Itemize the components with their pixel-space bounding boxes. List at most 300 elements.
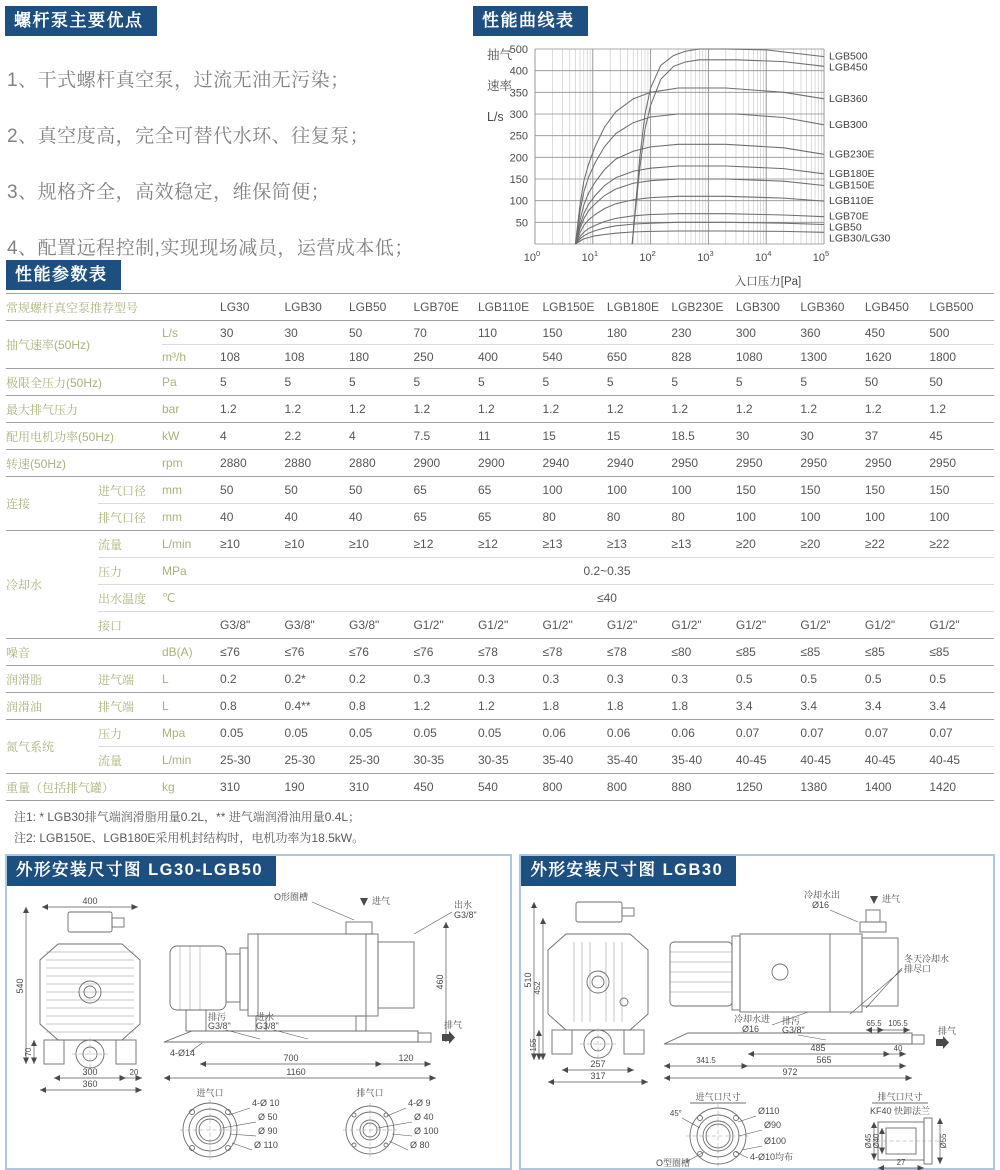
table-row [6, 774, 994, 801]
outlet-flange-title: 排气口 [356, 1088, 384, 1098]
drawing-right-title: 外形安装尺寸图 LGB30 [521, 856, 736, 886]
param-value: 100 [671, 477, 735, 504]
note-2: 注2: LGB150E、LGB180E采用机封结构时，电机功率为18.5kW。 [14, 831, 365, 845]
param-value: ≥20 [800, 531, 864, 558]
param-value: 1.2 [220, 396, 284, 423]
param-value: ≥10 [220, 531, 284, 558]
param-value: 3.4 [736, 693, 800, 720]
param-value: 310 [349, 774, 413, 801]
flange-dim: Ø100 [764, 1136, 787, 1146]
side-view [164, 891, 477, 1078]
row-sub-label: 出水温度 [98, 585, 162, 612]
param-value: 1.2 [929, 396, 994, 423]
param-value: 650 [607, 345, 671, 369]
model-header: LGB300 [736, 294, 800, 321]
param-value: 0.05 [285, 720, 349, 747]
dim-label: 70 [24, 1047, 33, 1057]
row-sub-label: 进气口径 [98, 477, 162, 504]
table-row [6, 639, 994, 666]
parameter-table [6, 293, 994, 801]
param-value: 25-30 [285, 747, 349, 774]
row-sub-label: 压力 [98, 720, 162, 747]
y-tick-label: 200 [509, 152, 528, 165]
y-tick-label: 150 [509, 174, 528, 186]
row-unit: ℃ [162, 585, 220, 612]
winter-drain-label: 冬天冷却水 [904, 954, 950, 964]
param-value: 1.2 [671, 396, 735, 423]
row-group-label: 润滑脂 [6, 666, 98, 693]
y-tick-label: 250 [509, 130, 528, 143]
row-group-label: 重量（包括排气罐） [6, 774, 162, 801]
param-value: 0.2* [285, 666, 349, 693]
param-value: 1300 [800, 345, 864, 369]
param-value: ≤76 [413, 639, 477, 666]
row-unit: L/min [162, 747, 220, 774]
x-tick-label: $10^0$ [523, 249, 541, 264]
param-value: 0.06 [607, 720, 671, 747]
outlet-flange-subtitle: KF40 快卸法兰 [870, 1106, 931, 1116]
param-value: 50 [285, 477, 349, 504]
row-sub-label: 排气口径 [98, 504, 162, 531]
model-header: LGB110E [478, 294, 542, 321]
param-value: ≤85 [865, 639, 929, 666]
param-value: 0.05 [478, 720, 542, 747]
param-value: 400 [478, 345, 542, 369]
param-value: G1/2" [607, 612, 671, 639]
series-label: LGB500 [829, 50, 868, 63]
row-unit: MPa [162, 558, 220, 585]
series-label: LGB180E [829, 167, 875, 180]
param-value: 0.3 [607, 666, 671, 693]
x-tick-label: $10^1$ [581, 249, 599, 264]
row-unit: rpm [162, 450, 220, 477]
param-value: 4 [220, 423, 284, 450]
param-value: 40-45 [736, 747, 800, 774]
performance-curve-section [473, 6, 995, 288]
dim-label: 460 [435, 974, 445, 990]
dim-label: 700 [283, 1053, 299, 1063]
param-table-title: 性能参数表 [6, 260, 121, 290]
param-value: 50 [349, 477, 413, 504]
flange-dim: Ø 80 [410, 1140, 430, 1150]
param-value: 50 [220, 477, 284, 504]
param-value: 100 [865, 504, 929, 531]
row-unit: kg [162, 774, 220, 801]
flange-dim: Ø55 [939, 1133, 949, 1149]
model-header: LGB50 [349, 294, 413, 321]
param-value: ≤76 [220, 639, 284, 666]
param-value: ≤80 [671, 639, 735, 666]
front-view [523, 902, 648, 1082]
table-row [6, 531, 994, 558]
series-label: LGB300 [829, 118, 868, 131]
row-group-label: 润滑油 [6, 693, 98, 720]
inlet-label: 进气 [882, 894, 901, 904]
dim-label: 1160 [286, 1067, 306, 1077]
y-axis-title: 速率 [487, 79, 513, 93]
water-out-size: G3/8" [454, 910, 477, 920]
advantages-section [5, 6, 473, 288]
performance-curve-chart [473, 40, 935, 292]
flange-dim: Ø 40 [414, 1112, 434, 1122]
param-value: 0.8 [220, 693, 284, 720]
param-value: G1/2" [542, 612, 606, 639]
table-row [6, 666, 994, 693]
model-header: LGB450 [865, 294, 929, 321]
series-label: LGB50 [829, 221, 862, 234]
param-value: 3.4 [929, 693, 994, 720]
param-value: 0.2 [349, 666, 413, 693]
drain-label: 排污 [782, 1016, 801, 1026]
param-value: 50 [865, 369, 929, 396]
table-row [6, 423, 994, 450]
param-value: 5 [607, 369, 671, 396]
param-value: 1.2 [800, 396, 864, 423]
drawing-left-title: 外形安装尺寸图 LG30-LGB50 [7, 856, 276, 886]
series-label: LGB230E [829, 148, 875, 161]
dim-label: 360 [82, 1079, 98, 1089]
dim-label: 65.5 [866, 1019, 883, 1028]
dim-label: 257 [590, 1059, 606, 1069]
param-value: ≥22 [865, 531, 929, 558]
model-header: LGB30 [285, 294, 349, 321]
param-value: ≥12 [413, 531, 477, 558]
param-value: 30 [285, 321, 349, 345]
row-sub-label: 流量 [98, 531, 162, 558]
exhaust-arrow-icon [936, 1036, 949, 1049]
param-value: 2880 [220, 450, 284, 477]
param-value: G1/2" [736, 612, 800, 639]
table-row [6, 321, 994, 345]
param-value: 0.5 [865, 666, 929, 693]
y-tick-label: 350 [509, 87, 528, 100]
top-section [0, 0, 1000, 288]
flange-details [656, 1091, 948, 1168]
param-value: ≤85 [800, 639, 864, 666]
y-tick-label: 400 [509, 65, 528, 78]
param-value: 540 [478, 774, 542, 801]
param-span-value: 0.2~0.35 [220, 558, 994, 585]
param-value: ≤85 [929, 639, 994, 666]
param-value: ≤78 [478, 639, 542, 666]
dim-label: 155 [529, 1038, 539, 1052]
drain-size: G3/8" [208, 1021, 231, 1031]
param-value: 1.2 [285, 396, 349, 423]
row-group-label: 最大排气压力 [6, 396, 162, 423]
flange-dim: Ø 50 [258, 1112, 278, 1122]
exhaust-arrow-icon [442, 1031, 455, 1044]
param-value: 1.2 [413, 396, 477, 423]
param-value: 100 [607, 477, 671, 504]
param-value: 1.8 [542, 693, 606, 720]
inlet-flange-title: 进气口 [196, 1088, 224, 1098]
param-value: 100 [542, 477, 606, 504]
param-value: 2940 [542, 450, 606, 477]
param-value: 70 [413, 321, 477, 345]
param-value: 150 [800, 477, 864, 504]
row-group-label: 极限全压力(50Hz) [6, 369, 162, 396]
param-value: 180 [349, 345, 413, 369]
cool-in-size: Ø16 [742, 1024, 760, 1034]
row-sub-label: 进气端 [98, 666, 162, 693]
param-value: 0.4** [285, 693, 349, 720]
param-value: 50 [349, 321, 413, 345]
table-notes [14, 808, 994, 846]
param-value: 1420 [929, 774, 994, 801]
param-value: 35-40 [542, 747, 606, 774]
y-axis-title: L/s [487, 110, 504, 124]
dim-label: 540 [15, 978, 25, 994]
row-sub-label: 接口 [98, 612, 162, 639]
param-value: 35-40 [671, 747, 735, 774]
table-row [6, 693, 994, 720]
param-value: 2900 [478, 450, 542, 477]
param-value: 300 [736, 321, 800, 345]
param-value: 0.8 [349, 693, 413, 720]
param-value: 1.2 [736, 396, 800, 423]
dim-label: 510 [523, 972, 534, 988]
series-label: LGB450 [829, 61, 868, 74]
advantage-item: 4、配置远程控制,实现现场减员，运营成本低； [7, 238, 414, 259]
param-value: 3.4 [800, 693, 864, 720]
param-value: 1.2 [542, 396, 606, 423]
param-value: 50 [929, 369, 994, 396]
row-unit: kW [162, 423, 220, 450]
curve-LGB500 [632, 49, 824, 244]
param-value: 30 [220, 321, 284, 345]
param-value: 15 [542, 423, 606, 450]
y-tick-label: 500 [509, 44, 528, 56]
param-value: 0.5 [929, 666, 994, 693]
x-axis-title: 入口压力[Pa] [734, 276, 802, 288]
param-value: 360 [800, 321, 864, 345]
param-value: 65 [478, 477, 542, 504]
cool-out-label: 冷却水出 [804, 890, 841, 900]
drain-size: G3/8" [782, 1025, 806, 1035]
y-tick-label: 50 [515, 217, 528, 230]
param-value: 800 [542, 774, 606, 801]
inlet-flange-title: 进气口尺寸 [695, 1092, 741, 1102]
param-value: 108 [220, 345, 284, 369]
param-value: 1400 [865, 774, 929, 801]
row-unit: dB(A) [162, 639, 220, 666]
table-row [6, 477, 994, 504]
param-value: ≥10 [349, 531, 413, 558]
param-value: 1080 [736, 345, 800, 369]
param-value: 1.2 [349, 396, 413, 423]
param-value: 5 [671, 369, 735, 396]
param-value: ≥12 [478, 531, 542, 558]
param-value: 5 [542, 369, 606, 396]
param-value: 2950 [800, 450, 864, 477]
param-value: G3/8" [285, 612, 349, 639]
dim-label: 300 [82, 1067, 98, 1077]
param-value: G1/2" [671, 612, 735, 639]
param-value: 0.07 [736, 720, 800, 747]
row-unit: mm [162, 504, 220, 531]
param-value: 1380 [800, 774, 864, 801]
param-value: 310 [220, 774, 284, 801]
drawing-panel-lg30-lgb50 [5, 854, 512, 1170]
series-label: LGB30/LG30 [829, 232, 891, 245]
param-value: 30-35 [478, 747, 542, 774]
param-value: ≥10 [285, 531, 349, 558]
row-unit: Mpa [162, 720, 220, 747]
row-group-label: 氮气系统 [6, 720, 98, 774]
param-value: 5 [220, 369, 284, 396]
row-unit: L [162, 693, 220, 720]
param-value: 0.5 [736, 666, 800, 693]
param-value: 5 [285, 369, 349, 396]
dim-label: 40 [894, 1044, 903, 1053]
dim-label: 452 [533, 981, 543, 995]
x-tick-label: $10^3$ [697, 249, 714, 264]
note-1: 注1: * LGB30排气端润滑脂用量0.2L，** 进气端润滑油用量0.4L； [14, 810, 361, 824]
param-value: 30 [736, 423, 800, 450]
model-header: LGB180E [607, 294, 671, 321]
param-value: 5 [349, 369, 413, 396]
dimension-drawing-lgb30 [522, 886, 992, 1170]
param-value: 40 [285, 504, 349, 531]
param-value: 100 [929, 504, 994, 531]
drain-label: 排污 [208, 1012, 227, 1022]
winter-drain-label2: 排尽口 [904, 964, 932, 974]
param-value: 1.2 [478, 693, 542, 720]
param-value: 150 [865, 477, 929, 504]
drawing-panel-lgb30 [519, 854, 995, 1170]
param-value: 0.2 [220, 666, 284, 693]
advantage-item: 3、规格齐全，高效稳定，维保简便； [7, 182, 331, 203]
param-value: G1/2" [413, 612, 477, 639]
model-header: LGB230E [671, 294, 735, 321]
param-value: ≥22 [929, 531, 994, 558]
param-value: 5 [800, 369, 864, 396]
x-tick-label: $10^5$ [812, 249, 830, 264]
advantage-item: 2、真空度高，完全可替代水环、往复泵； [7, 126, 370, 147]
inlet-label: 进气 [372, 896, 391, 906]
table-row [6, 612, 994, 639]
param-value: G3/8" [220, 612, 284, 639]
inlet-arrow-icon [360, 898, 368, 906]
param-value: 80 [542, 504, 606, 531]
row-sub-label: 压力 [98, 558, 162, 585]
param-value: ≤76 [349, 639, 413, 666]
param-value: G1/2" [929, 612, 994, 639]
flange-dim: Ø 110 [254, 1140, 278, 1150]
water-in-label: 进水 [256, 1012, 275, 1022]
param-value: 150 [542, 321, 606, 345]
param-value: 18.5 [671, 423, 735, 450]
flange-dim: Ø45 [864, 1133, 874, 1149]
model-header: LGB500 [929, 294, 994, 321]
param-value: 0.05 [349, 720, 413, 747]
table-row [6, 585, 994, 612]
parameter-table-section [0, 260, 1000, 846]
param-value: 40-45 [800, 747, 864, 774]
param-value: 2950 [929, 450, 994, 477]
row-unit: mm [162, 477, 220, 504]
param-value: 37 [865, 423, 929, 450]
flange-details [180, 1087, 439, 1160]
series-label: LGB70E [829, 210, 869, 223]
cool-out-size: Ø16 [812, 900, 830, 910]
param-value: 15 [607, 423, 671, 450]
dim-label: 565 [816, 1055, 832, 1065]
param-value: 40 [349, 504, 413, 531]
row-unit [162, 612, 220, 639]
holes-label: 4-Ø14 [170, 1048, 196, 1058]
param-value: 110 [478, 321, 542, 345]
param-value: 25-30 [349, 747, 413, 774]
flange-holes: 4-Ø 9 [408, 1098, 431, 1108]
param-span-value: ≤40 [220, 585, 994, 612]
param-value: 0.06 [542, 720, 606, 747]
table-row [6, 369, 994, 396]
param-value: 0.07 [865, 720, 929, 747]
param-value: 0.3 [413, 666, 477, 693]
series-label: LGB150E [829, 179, 875, 192]
param-value: ≥13 [671, 531, 735, 558]
exhaust-label: 排气 [444, 1020, 463, 1030]
y-tick-label: 300 [509, 109, 528, 121]
param-value: 540 [542, 345, 606, 369]
param-value: 180 [607, 321, 671, 345]
dim-label: 20 [129, 1068, 139, 1077]
param-value: 65 [478, 504, 542, 531]
row-sub-label: 流量 [98, 747, 162, 774]
param-value: G1/2" [478, 612, 542, 639]
flange-holes: 4-Ø 10 [252, 1098, 280, 1108]
param-value: ≤85 [736, 639, 800, 666]
param-value: G1/2" [800, 612, 864, 639]
dim-label: 341.5 [696, 1056, 717, 1065]
row-sub-label: 排气端 [98, 693, 162, 720]
param-value: 2950 [865, 450, 929, 477]
row-unit: Pa [162, 369, 220, 396]
param-value: 40 [220, 504, 284, 531]
y-tick-label: 100 [509, 195, 528, 208]
param-value: 100 [800, 504, 864, 531]
curve-LGB450 [632, 60, 824, 244]
param-value: 1.2 [413, 693, 477, 720]
param-value: 1620 [865, 345, 929, 369]
param-value: 108 [285, 345, 349, 369]
flange-dim: 27 [897, 1158, 906, 1167]
param-value: 150 [929, 477, 994, 504]
table-corner-label: 常规螺杆真空泵推荐型号 [6, 294, 220, 321]
dim-label: 400 [82, 896, 98, 906]
param-value: 65 [413, 477, 477, 504]
param-value: G1/2" [865, 612, 929, 639]
row-group-label: 连接 [6, 477, 98, 531]
param-value: 0.05 [220, 720, 284, 747]
dimension-drawings [5, 854, 995, 1170]
param-value: 828 [671, 345, 735, 369]
param-value: 2880 [349, 450, 413, 477]
oring-label: O形圈槽 [274, 892, 309, 902]
param-value: 1.2 [607, 396, 671, 423]
advantages-title: 螺杆泵主要优点 [5, 6, 157, 36]
param-value: 11 [478, 423, 542, 450]
flange-dim: Ø40 [872, 1133, 882, 1149]
flange-holes: 4-Ø10均布 [750, 1152, 794, 1162]
param-value: 1.8 [607, 693, 671, 720]
param-value: 4 [349, 423, 413, 450]
row-unit: bar [162, 396, 220, 423]
param-value: 2950 [671, 450, 735, 477]
param-value: 45 [929, 423, 994, 450]
flange-dim: Ø 100 [414, 1126, 439, 1136]
